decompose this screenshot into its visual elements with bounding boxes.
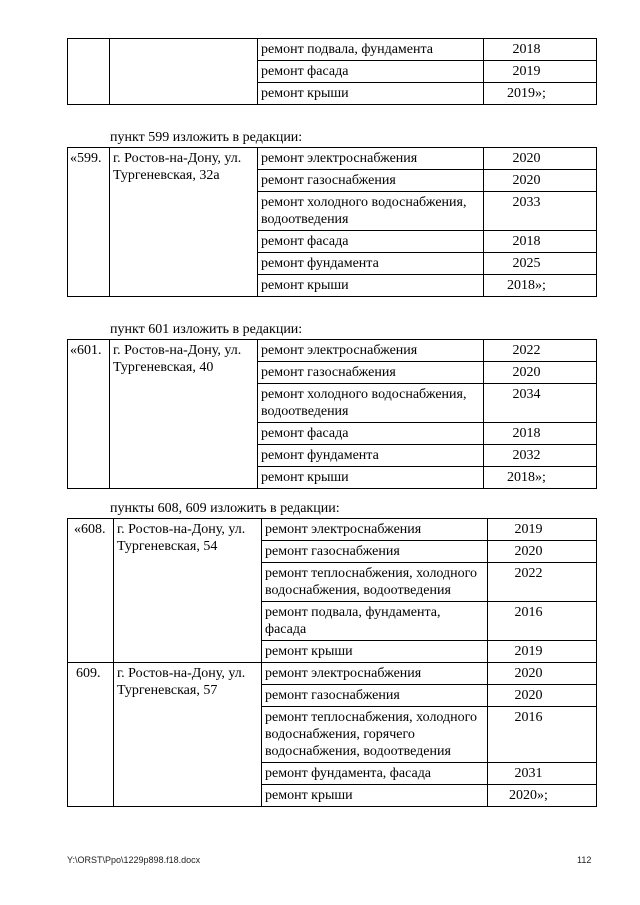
work-cell: ремонт фундамента, фасада xyxy=(262,763,488,785)
table-row xyxy=(68,519,597,541)
section-heading: пункты 608, 609 изложить в редакции: xyxy=(110,501,340,516)
year-cell: 2016 xyxy=(488,707,597,763)
work-cell: ремонт фасада xyxy=(258,231,484,253)
year-cell: 2020 xyxy=(488,663,597,685)
number-cell: «599. xyxy=(68,148,110,297)
year-cell: 2020 xyxy=(488,685,597,707)
continuation-table-block xyxy=(67,38,597,105)
number-cell: «601. xyxy=(68,340,110,489)
work-cell: ремонт крыши xyxy=(258,467,484,489)
table-row xyxy=(68,663,597,685)
year-cell: 2022 xyxy=(484,340,597,362)
year-cell: 2020»; xyxy=(488,785,597,807)
year-cell: 2031 xyxy=(488,763,597,785)
work-cell: ремонт фундамента xyxy=(258,253,484,275)
section-table-block xyxy=(67,339,597,489)
table-row xyxy=(68,340,597,362)
address-cell: г. Ростов-на-Дону, ул. Тургеневская, 54 xyxy=(114,519,262,663)
year-cell: 2019 xyxy=(488,519,597,541)
address-cell: г. Ростов-на-Дону, ул. Тургеневская, 57 xyxy=(114,663,262,807)
year-cell: 2022 xyxy=(488,563,597,602)
year-cell: 2020 xyxy=(484,170,597,192)
year-cell: 2032 xyxy=(484,445,597,467)
table-row xyxy=(68,148,597,170)
footer-page-number: 112 xyxy=(577,855,592,865)
work-cell: ремонт крыши xyxy=(262,641,488,663)
section-heading: пункт 599 изложить в редакции: xyxy=(110,130,303,145)
work-cell: ремонт холодного водоснабжения, водоотведения xyxy=(258,384,484,423)
year-cell: 2020 xyxy=(484,362,597,384)
work-cell: ремонт газоснабжения xyxy=(262,541,488,563)
work-cell: ремонт электроснабжения xyxy=(262,519,488,541)
year-cell: 2019»; xyxy=(484,83,597,105)
work-cell: ремонт холодного водоснабжения, водоотведения xyxy=(258,192,484,231)
year-cell: 2019 xyxy=(488,641,597,663)
year-cell: 2016 xyxy=(488,602,597,641)
work-cell: ремонт подвала, фундамента, фасада xyxy=(262,602,488,641)
work-cell: ремонт крыши xyxy=(258,275,484,297)
year-cell: 2018»; xyxy=(484,275,597,297)
footer-file-path: Y:\ORST\Ppo\1229p898.f18.docx xyxy=(67,855,201,865)
table-row xyxy=(68,39,597,61)
work-cell: ремонт крыши xyxy=(258,83,484,105)
year-cell: 2033 xyxy=(484,192,597,231)
section-table xyxy=(67,339,597,489)
year-cell: 2034 xyxy=(484,384,597,423)
year-cell: 2020 xyxy=(488,541,597,563)
work-cell: ремонт электроснабжения xyxy=(258,148,484,170)
work-cell: ремонт электроснабжения xyxy=(258,340,484,362)
year-cell: 2018 xyxy=(484,423,597,445)
work-cell: ремонт фасада xyxy=(258,423,484,445)
section-heading: пункт 601 изложить в редакции: xyxy=(110,322,303,337)
section-table-block xyxy=(67,147,597,297)
year-cell: 2019 xyxy=(484,61,597,83)
work-cell: ремонт теплоснабжения, холодного водоснабжения, водоотведения xyxy=(262,563,488,602)
work-cell: ремонт подвала, фундамента xyxy=(258,39,484,61)
section-table xyxy=(67,518,597,807)
number-cell: 609. xyxy=(68,663,114,807)
work-cell: ремонт электроснабжения xyxy=(262,663,488,685)
year-cell: 2018»; xyxy=(484,467,597,489)
work-cell: ремонт фундамента xyxy=(258,445,484,467)
year-cell: 2018 xyxy=(484,39,597,61)
year-cell: 2018 xyxy=(484,231,597,253)
section-table-block xyxy=(67,518,597,807)
address-cell: г. Ростов-на-Дону, ул. Тургеневская, 40 xyxy=(110,340,258,489)
number-cell xyxy=(68,39,110,105)
address-cell: г. Ростов-на-Дону, ул. Тургеневская, 32а xyxy=(110,148,258,297)
year-cell: 2020 xyxy=(484,148,597,170)
number-cell: «608. xyxy=(68,519,114,663)
work-cell: ремонт теплоснабжения, холодного водоснабжения, горячего водоснабжения, водоотведения xyxy=(262,707,488,763)
year-cell: 2025 xyxy=(484,253,597,275)
work-cell: ремонт газоснабжения xyxy=(262,685,488,707)
address-cell xyxy=(110,39,258,105)
section-table xyxy=(67,147,597,297)
work-cell: ремонт газоснабжения xyxy=(258,170,484,192)
continuation-table xyxy=(67,38,597,105)
work-cell: ремонт газоснабжения xyxy=(258,362,484,384)
work-cell: ремонт крыши xyxy=(262,785,488,807)
work-cell: ремонт фасада xyxy=(258,61,484,83)
